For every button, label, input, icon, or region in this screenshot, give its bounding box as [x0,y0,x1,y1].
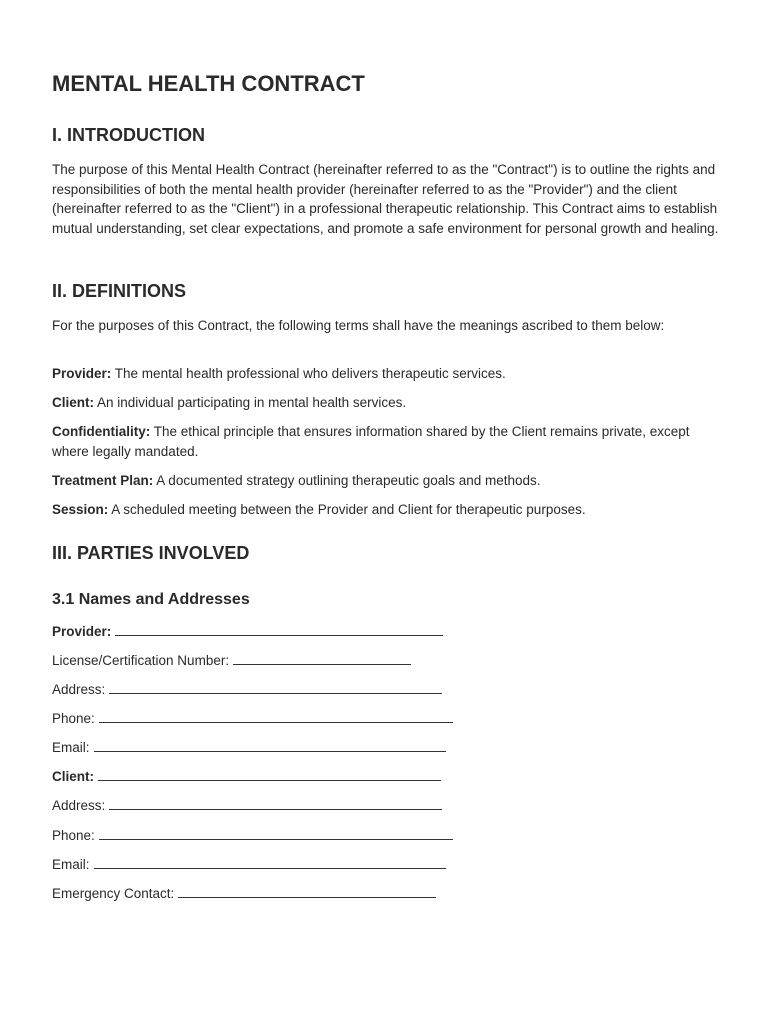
field-label: Provider: [52,624,112,639]
provider-email-blank[interactable] [94,737,446,752]
definition-confidentiality [52,422,702,461]
client-email-blank[interactable] [94,854,446,869]
client-name-field [52,766,441,787]
client-address-blank[interactable] [109,795,442,810]
provider-email-field [52,737,446,758]
field-label: Client: [52,769,94,784]
document-title: MENTAL HEALTH CONTRACT [52,71,365,96]
field-label: Address: [52,682,106,697]
field-label: License/Certification Number: [52,653,230,668]
definition-session [52,500,722,520]
provider-phone-blank[interactable] [99,708,453,723]
field-label: Address: [52,798,106,813]
definition-provider [52,364,722,384]
client-name-blank[interactable] [98,766,441,781]
definition-text: A scheduled meeting between the Provider and Client for therapeutic purposes. [111,502,586,517]
emergency-contact-field [52,883,436,904]
definition-text: The mental health professional who delivers therapeutic services. [114,366,506,381]
client-address-field [52,795,442,816]
definition-treatment-plan [52,471,722,491]
provider-name-blank[interactable] [115,621,443,636]
definition-term: Client: [52,395,94,410]
field-label: Phone: [52,711,95,726]
definition-term: Treatment Plan: [52,473,154,488]
definition-text: The ethical principle that ensures information shared by the Client remains private, except where legally mandated. [52,424,690,459]
client-phone-blank[interactable] [99,825,453,840]
provider-address-blank[interactable] [109,679,442,694]
client-email-field [52,854,446,875]
introduction-heading: I. INTRODUCTION [52,125,205,145]
names-addresses-subheading: 3.1 Names and Addresses [52,591,250,608]
definition-term: Provider: [52,366,112,381]
license-number-field [52,650,411,671]
provider-phone-field [52,708,453,729]
definitions-intro: For the purposes of this Contract, the following terms shall have the meanings ascribed to them below: [52,318,665,333]
emergency-contact-blank[interactable] [178,883,436,898]
provider-address-field [52,679,442,700]
definition-term: Confidentiality: [52,424,151,439]
client-phone-field [52,825,453,846]
definition-text: A documented strategy outlining therapeutic goals and methods. [156,473,541,488]
field-label: Emergency Contact: [52,886,175,901]
field-label: Email: [52,740,90,755]
field-label: Phone: [52,828,95,843]
parties-heading: III. PARTIES INVOLVED [52,543,250,563]
definition-text: An individual participating in mental health services. [97,395,407,410]
provider-name-field [52,621,443,642]
introduction-paragraph: The purpose of this Mental Health Contract (hereinafter referred to as the "Contract") is to outline the rights and responsibilities of both the mental health provider (hereinafter referred to as the "Provider") and the client (hereinafter referred to as the "Client") in a professional therapeutic relationship. This Contract aims to establish mutual understanding, set clear expectations, and promote a safe environment for personal growth and healing. [52,162,719,236]
license-number-blank[interactable] [233,650,411,665]
definition-client [52,393,722,413]
definition-term: Session: [52,502,109,517]
definitions-heading: II. DEFINITIONS [52,281,187,301]
field-label: Email: [52,857,90,872]
